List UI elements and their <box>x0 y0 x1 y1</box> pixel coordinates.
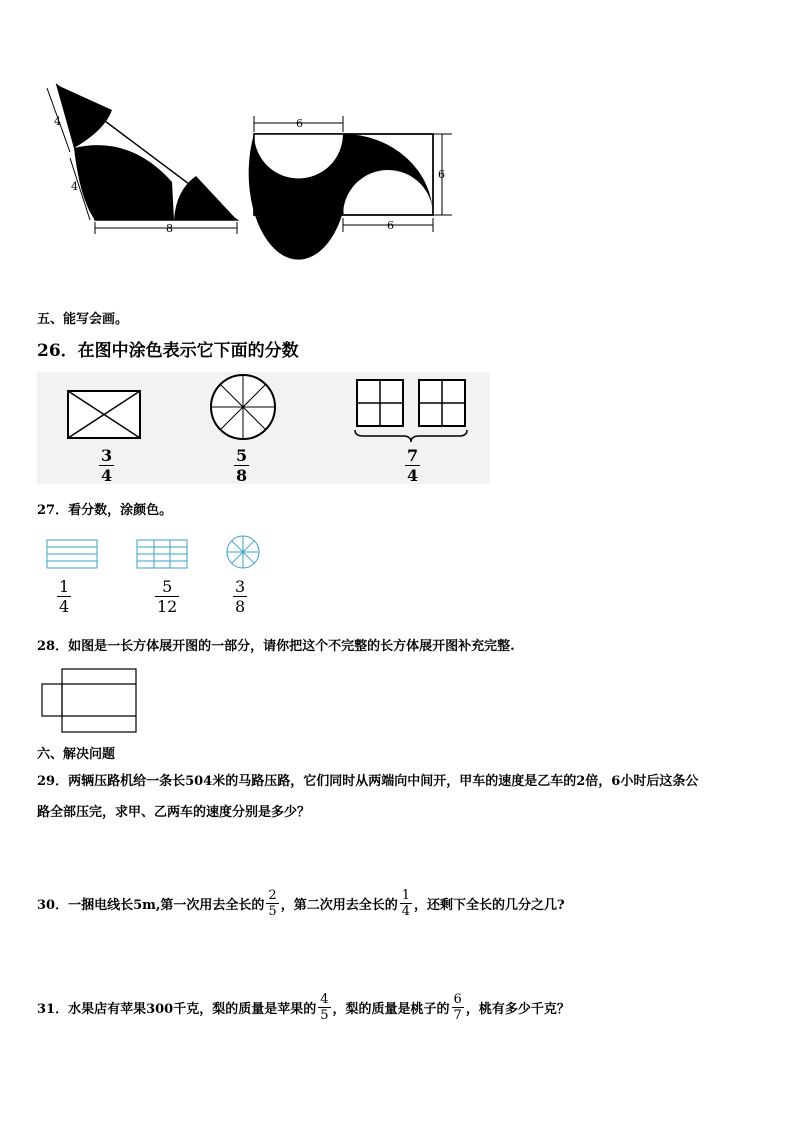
section-5-title: 五、能写会画。 <box>37 312 129 327</box>
q29-line-1: 29．两辆压路机给一条长504米的马路压路，它们同时从两端向中间开，甲车的速度是乙车的2倍，6小时后这条公 <box>37 774 699 789</box>
q30-part-1: 30．一捆电线长5m,第一次用去全长的 <box>37 898 265 913</box>
q30-question <box>37 888 565 919</box>
section-6-title: 六、解决问题 <box>37 747 116 762</box>
triangle-figure <box>47 85 237 235</box>
tri-label-3: 8 <box>166 222 173 235</box>
q27-title: 27．看分数，涂颜色。 <box>37 503 173 518</box>
q27-circle-eighths <box>227 536 259 568</box>
rect-label-top: 6 <box>296 117 303 130</box>
q27-shapes[interactable] <box>40 534 270 574</box>
q31-question <box>37 992 570 1023</box>
q27-fraction-1: 1 4 <box>59 577 70 616</box>
q31-part-1: 31．水果店有苹果300千克，梨的质量是苹果的 <box>37 1002 317 1017</box>
q26-fraction-2: 5 8 <box>236 446 248 485</box>
q30-part-2: ，第二次用去全长的 <box>280 898 398 913</box>
q27-fraction-2: 5 12 <box>157 577 178 616</box>
tri-label-1: 4 <box>54 115 61 128</box>
top-geometry-figures <box>0 0 794 260</box>
q27-fraction-3: 3 8 <box>235 577 246 616</box>
q26-fraction-3: 7 4 <box>407 446 419 485</box>
q28-title: 28．如图是一长方体展开图的一部分，请你把这个不完整的长方体展开图补充完整. <box>37 639 515 654</box>
q27-rect-twelfths <box>137 540 187 568</box>
q30-fraction-2: $\frac{1}{4}$ <box>401 888 410 919</box>
q29-line-2: 路全部压完，求甲、乙两车的速度分别是多少？ <box>37 805 311 820</box>
q31-part-3: ，桃有多少千克？ <box>465 1002 570 1017</box>
q28-net-figure[interactable] <box>38 666 142 736</box>
rect-label-bottom: 6 <box>387 219 394 232</box>
q26-fraction-1: 3 4 <box>101 446 113 485</box>
rect-label-right: 6 <box>438 168 445 181</box>
q30-fraction-1: $\frac{2}{5}$ <box>268 888 277 919</box>
q31-part-2: ，梨的质量是桃子的 <box>332 1002 450 1017</box>
q31-fraction-2: $\frac{6}{7}$ <box>453 992 462 1023</box>
q26-figure-panel <box>37 372 490 484</box>
rectangle-figure <box>249 116 452 260</box>
q26-title: 26．在图中涂色表示它下面的分数 <box>37 341 299 361</box>
q27-rect-quarters <box>47 540 97 568</box>
q30-part-3: ，还剩下全长的几分之几? <box>414 898 565 913</box>
tri-label-2: 4 <box>71 180 78 193</box>
q31-fraction-1: $\frac{4}{5}$ <box>320 992 329 1023</box>
